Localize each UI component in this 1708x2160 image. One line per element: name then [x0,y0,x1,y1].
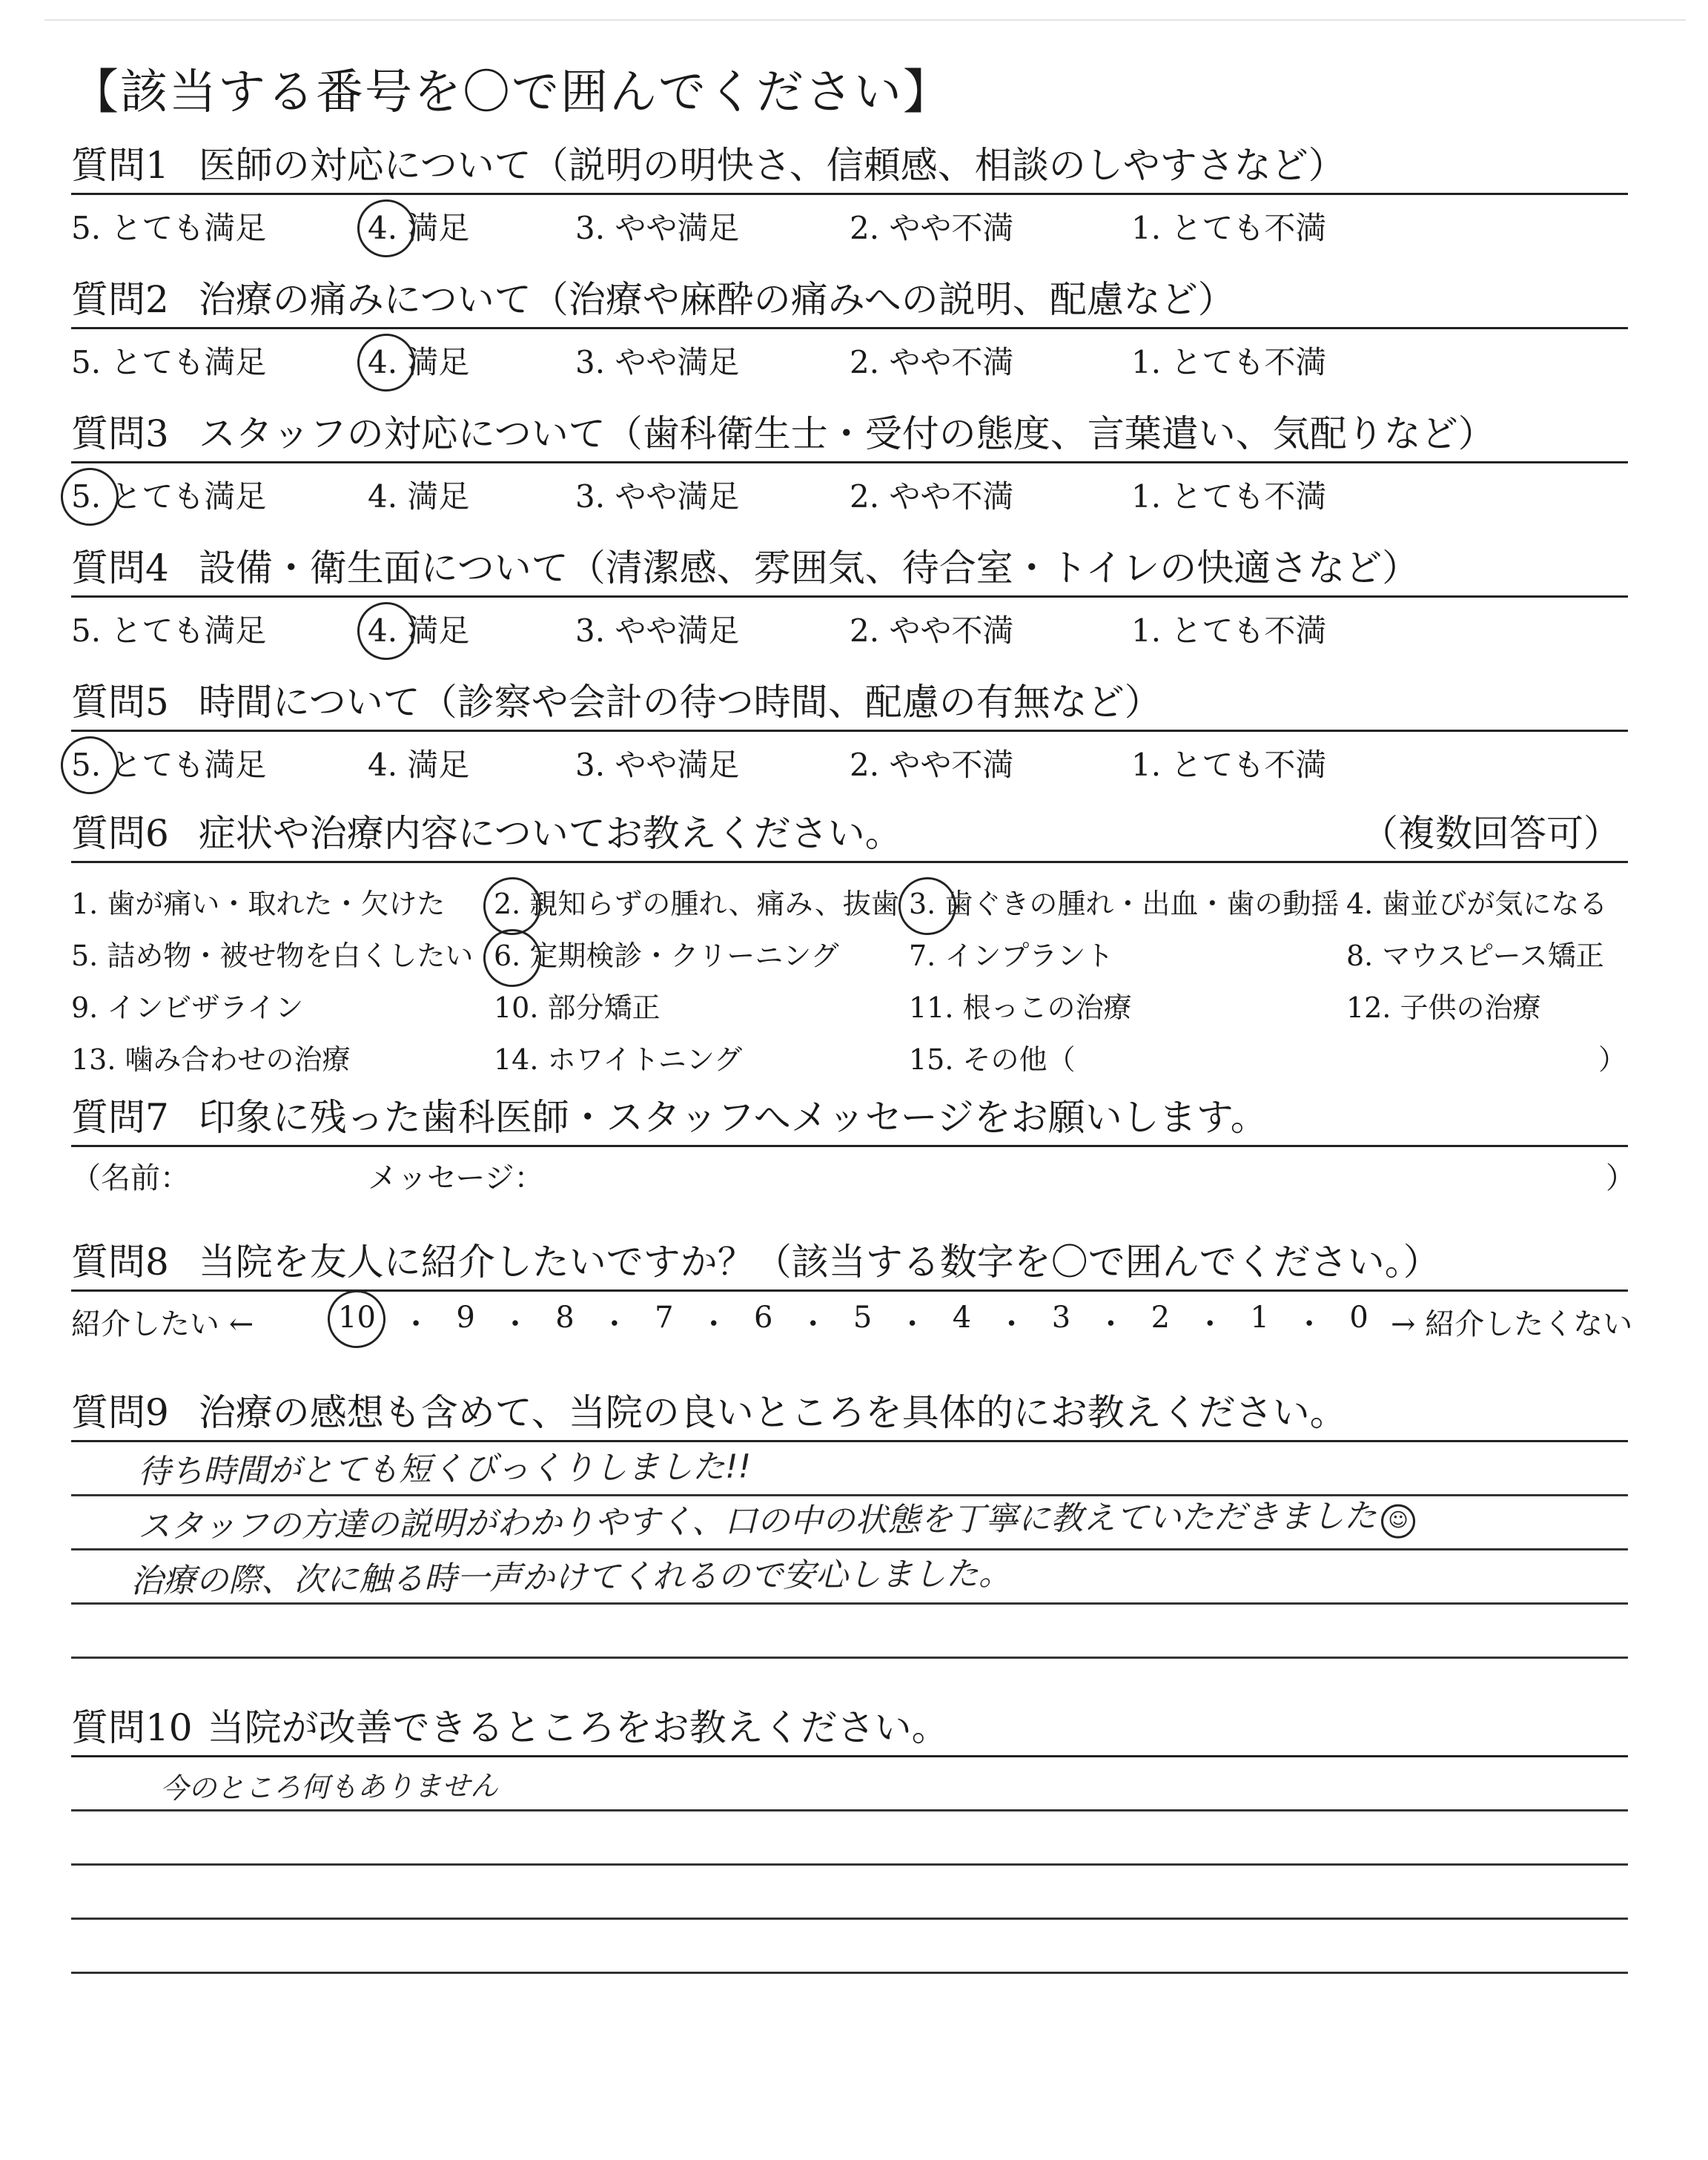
option-number: 8. [1346,939,1374,972]
scale-number[interactable]: 7 [655,1301,674,1335]
symptom-options [71,863,1628,1078]
scale-separator: ・ [897,1307,927,1341]
answer-line [71,1605,1628,1659]
answer-lines [71,1757,1628,1974]
scale-number-circled[interactable]: 10 [338,1301,376,1343]
rating-questions [71,141,1628,784]
option-number: 5. [71,939,99,972]
option-label: とても不満 [1161,478,1327,515]
scale-numbers [338,1301,1368,1343]
scale-number[interactable]: 8 [555,1301,575,1335]
option-label: 噛み合わせの治療 [116,1043,351,1076]
option-number: 2. [850,478,880,515]
circled-number: 2. [494,888,521,920]
scale-separator: ・ [698,1307,729,1341]
rating-option[interactable] [575,338,739,383]
option-number: 5. [71,210,102,246]
smiley-icon: ☺ [1381,1504,1415,1538]
scale-separator: ・ [798,1307,828,1341]
question-text: 当院が改善できるところをお教えください。 [207,1706,949,1749]
circled-number: 6. [494,939,521,972]
rating-option[interactable] [1131,607,1326,651]
question-10 [71,1703,1628,1974]
circled-number: 4. [368,612,398,649]
name-label: （名前： [71,1161,190,1195]
question-1 [71,141,1628,247]
question-1-header [71,141,1628,195]
symptom-option[interactable] [909,985,1132,1025]
option-number: 2. [850,747,880,783]
option-number: 3. [575,612,606,649]
symptom-option[interactable] [494,881,899,922]
option-label: とても満足 [101,344,267,380]
question-text: 症状や治療内容についてお教えください。 [198,812,902,855]
rating-option[interactable] [368,204,469,248]
option-label: やや満足 [605,210,740,246]
rating-option[interactable] [575,472,739,517]
option-label: 満足 [397,747,470,783]
rating-options [71,329,1628,381]
recommend-left-label: 紹介したい ← [71,1307,254,1341]
option-label: とても満足 [101,210,267,246]
question-text: 時間について（診察や会計の待つ時間、配慮の有無など） [198,681,1162,724]
message-label: メッセージ： [368,1161,544,1195]
option-label: とても不満 [1161,747,1327,783]
answer-line [71,1496,1628,1550]
question-number: 質問7 [71,1096,169,1139]
option-label: その他（ [953,1043,1076,1076]
question-text: 医師の対応について（説明の明快さ、信頼感、相談のしやすさなど） [198,144,1345,187]
option-label: 部分矯正 [538,991,661,1024]
answer-line [71,1920,1628,1974]
option-number: 2. [850,344,880,380]
question-3-header [71,409,1628,463]
option-number: 1. [1131,344,1162,380]
answer-line [71,1757,1628,1811]
handwritten-answer: スタッフの方達の説明がわかりやすく、口の中の状態を丁寧に教えていただきました [137,1496,1377,1546]
symptom-option[interactable] [909,933,1113,974]
question-text: 治療の感想も含めて、当院の良いところを具体的にお教えください。 [198,1391,1347,1434]
option-label: 親知らずの腫れ、痛み、抜歯 [520,888,899,920]
question-number: 質問8 [71,1241,169,1284]
option-label: インプラント [936,939,1114,972]
scale-number[interactable]: 3 [1051,1301,1071,1335]
option-label: とても満足 [101,747,267,783]
handwritten-answer: 待ち時間がとても短くびっくりしました!! [137,1447,752,1491]
option-label: 詰め物・被せ物を白くしたい [98,939,474,972]
close-paren: ） [1606,1161,1635,1195]
rating-option[interactable] [71,472,266,517]
question-number: 質問9 [71,1391,169,1434]
question-6-header [71,809,1628,863]
scale-separator: ・ [599,1307,629,1341]
rating-option[interactable] [850,204,1013,248]
option-number: 3. [575,478,606,515]
question-9 [71,1388,1628,1659]
survey-form [71,59,1635,1974]
rating-options [71,195,1628,247]
rating-option[interactable] [368,338,469,383]
question-9-header [71,1388,1628,1442]
option-label: やや満足 [605,747,740,783]
option-label: とても不満 [1161,210,1327,246]
scale-number[interactable]: 2 [1151,1301,1171,1335]
option-label: やや満足 [605,612,740,649]
question-7 [71,1093,1635,1199]
option-label: やや不満 [879,747,1014,783]
symptom-option[interactable] [1346,933,1604,974]
question-number: 質問3 [71,412,169,455]
option-label: 満足 [397,210,470,246]
option-number: 10. [494,991,539,1024]
answer-line [71,1811,1628,1866]
option-number: 1. [1131,747,1162,783]
rating-option[interactable] [368,741,469,785]
symptom-option[interactable] [71,985,303,1025]
rating-option[interactable] [368,607,469,651]
scale-separator: ・ [1096,1307,1126,1341]
option-number: 5. [71,344,102,380]
question-4-header [71,544,1628,598]
scale-number[interactable]: 6 [754,1301,773,1335]
option-number: 5. [71,612,102,649]
form-instruction-title: 【該当する番号を〇で囲んでください】 [71,65,952,120]
page-top-edge [44,19,1686,21]
rating-options [71,463,1628,515]
question-number: 質問2 [71,278,169,321]
multiple-answer-note: （複数回答可） [1361,812,1621,855]
option-label: とても満足 [101,612,267,649]
option-label: マウスピース矯正 [1373,939,1604,972]
option-number: 3. [575,344,606,380]
scale-number[interactable]: 5 [853,1301,873,1335]
question-5 [71,678,1628,784]
option-number: 4. [368,478,398,515]
option-number: 9. [71,991,99,1024]
option-label: とても満足 [101,478,267,515]
symptom-option[interactable] [494,985,661,1025]
circled-number: 5. [71,747,102,783]
rating-option[interactable] [1131,472,1326,517]
scale-separator: ・ [401,1307,431,1341]
scale-separator: ・ [1294,1307,1325,1341]
rating-option[interactable] [71,338,266,383]
question-8-header [71,1238,1628,1292]
answer-lines [71,1442,1628,1659]
option-label: とても不満 [1161,612,1327,649]
option-number: 1. [1131,210,1162,246]
question-4 [71,544,1628,650]
question-text: スタッフの対応について（歯科衛生士・受付の態度、言葉遣い、気配りなど） [198,412,1495,455]
option-label: 満足 [397,478,470,515]
symptom-option[interactable] [1346,881,1607,922]
question-text: 当院を友人に紹介したいですか？（該当する数字を〇で囲んでください。） [198,1241,1440,1284]
option-label: 定期検診・クリーニング [520,939,839,972]
option-label: 歯が痛い・取れた・欠けた [98,888,446,920]
scale-separator: ・ [996,1307,1027,1341]
question-number: 質問1 [71,144,169,187]
circled-number: 4. [368,210,398,246]
scale-number[interactable]: 1 [1250,1301,1269,1335]
question-number: 質問10 [71,1706,193,1749]
handwritten-answer-with-smiley [138,1488,1416,1549]
option-number: 7. [909,939,936,972]
other-close-paren: ） [1598,1043,1627,1076]
rating-option[interactable] [850,472,1013,517]
recommend-right-label: → 紹介したくない [1391,1307,1633,1341]
question-10-header [71,1703,1628,1757]
symptom-option[interactable] [494,933,839,974]
option-number: 15. [909,1043,954,1076]
question-number: 質問5 [71,681,169,724]
option-number: 2. [850,210,880,246]
scale-separator: ・ [1195,1307,1225,1341]
symptom-option[interactable] [71,881,445,922]
option-label: やや不満 [879,612,1014,649]
circled-number: 5. [71,478,102,515]
symptom-option[interactable] [71,933,473,974]
option-label: やや不満 [879,210,1014,246]
option-label: 歯ぐきの腫れ・出血・歯の動揺 [936,888,1340,920]
symptom-option[interactable] [909,1037,1076,1077]
option-number: 1. [71,888,99,920]
option-number: 12. [1346,991,1391,1024]
option-number: 11. [909,991,954,1024]
option-label: やや満足 [605,478,740,515]
option-label: インビザライン [98,991,304,1024]
question-number: 質問6 [71,812,169,855]
question-text: 設備・衛生面について（清潔感、雰囲気、待合室・トイレの快適さなど） [198,546,1420,589]
option-label: やや満足 [605,344,740,380]
option-number: 2. [850,612,880,649]
option-number: 4. [1346,888,1374,920]
rating-option[interactable] [575,607,739,651]
question-text: 治療の痛みについて（治療や麻酔の痛みへの説明、配慮など） [198,278,1235,321]
answer-line [71,1550,1628,1605]
rating-option[interactable] [1131,204,1326,248]
option-label: やや不満 [879,344,1014,380]
question-number: 質問4 [71,546,169,589]
option-label: 満足 [397,612,470,649]
rating-option[interactable] [71,204,266,248]
option-number: 3. [575,747,606,783]
option-label: とても不満 [1161,344,1327,380]
option-number: 14. [494,1043,539,1076]
scale-separator: ・ [500,1307,531,1341]
option-number: 13. [71,1043,116,1076]
symptom-option[interactable] [1346,985,1541,1025]
question-2-header [71,275,1628,329]
question-5-header [71,678,1628,732]
scale-number[interactable]: 9 [456,1301,475,1335]
option-number: 4. [368,747,398,783]
question-8 [71,1238,1633,1351]
symptom-option[interactable] [494,1037,742,1077]
question-text: 印象に残った歯科医師・スタッフへメッセージをお願いします。 [198,1096,1268,1139]
symptom-option[interactable] [909,881,1339,922]
handwritten-answer: 治療の際、次に触る時一声かけてくれるので安心しました。 [130,1554,1012,1601]
rating-options [71,598,1628,650]
rating-option[interactable] [71,607,266,651]
scale-number[interactable]: 0 [1349,1301,1368,1335]
option-label: ホワイトニング [538,1043,743,1076]
rating-option[interactable] [1131,741,1326,785]
recommend-scale [71,1292,1633,1351]
option-number: 1. [1131,612,1162,649]
option-number: 1. [1131,478,1162,515]
rating-option[interactable] [850,741,1013,785]
symptom-option[interactable] [71,1037,351,1077]
option-number: 3. [575,210,606,246]
rating-option[interactable] [368,472,469,517]
circled-number: 4. [368,344,398,380]
option-label: 満足 [397,344,470,380]
option-label: やや不満 [879,478,1014,515]
message-row [71,1147,1635,1199]
rating-option[interactable] [71,741,266,785]
question-7-header [71,1093,1628,1147]
rating-option[interactable] [575,204,739,248]
option-label: 子供の治療 [1391,991,1541,1024]
question-2 [71,275,1628,381]
question-3 [71,409,1628,515]
handwritten-answer: 今のところ何もありません [159,1769,499,1805]
rating-option[interactable] [575,741,739,785]
scale-number[interactable]: 4 [952,1301,972,1335]
rating-option[interactable] [850,607,1013,651]
rating-option[interactable] [1131,338,1326,383]
answer-line [71,1866,1628,1920]
option-label: 歯並びが気になる [1373,888,1608,920]
circled-number: 3. [909,888,936,920]
option-label: 根っこの治療 [953,991,1132,1024]
rating-options [71,732,1628,784]
question-6 [71,809,1628,1078]
rating-option[interactable] [850,338,1013,383]
